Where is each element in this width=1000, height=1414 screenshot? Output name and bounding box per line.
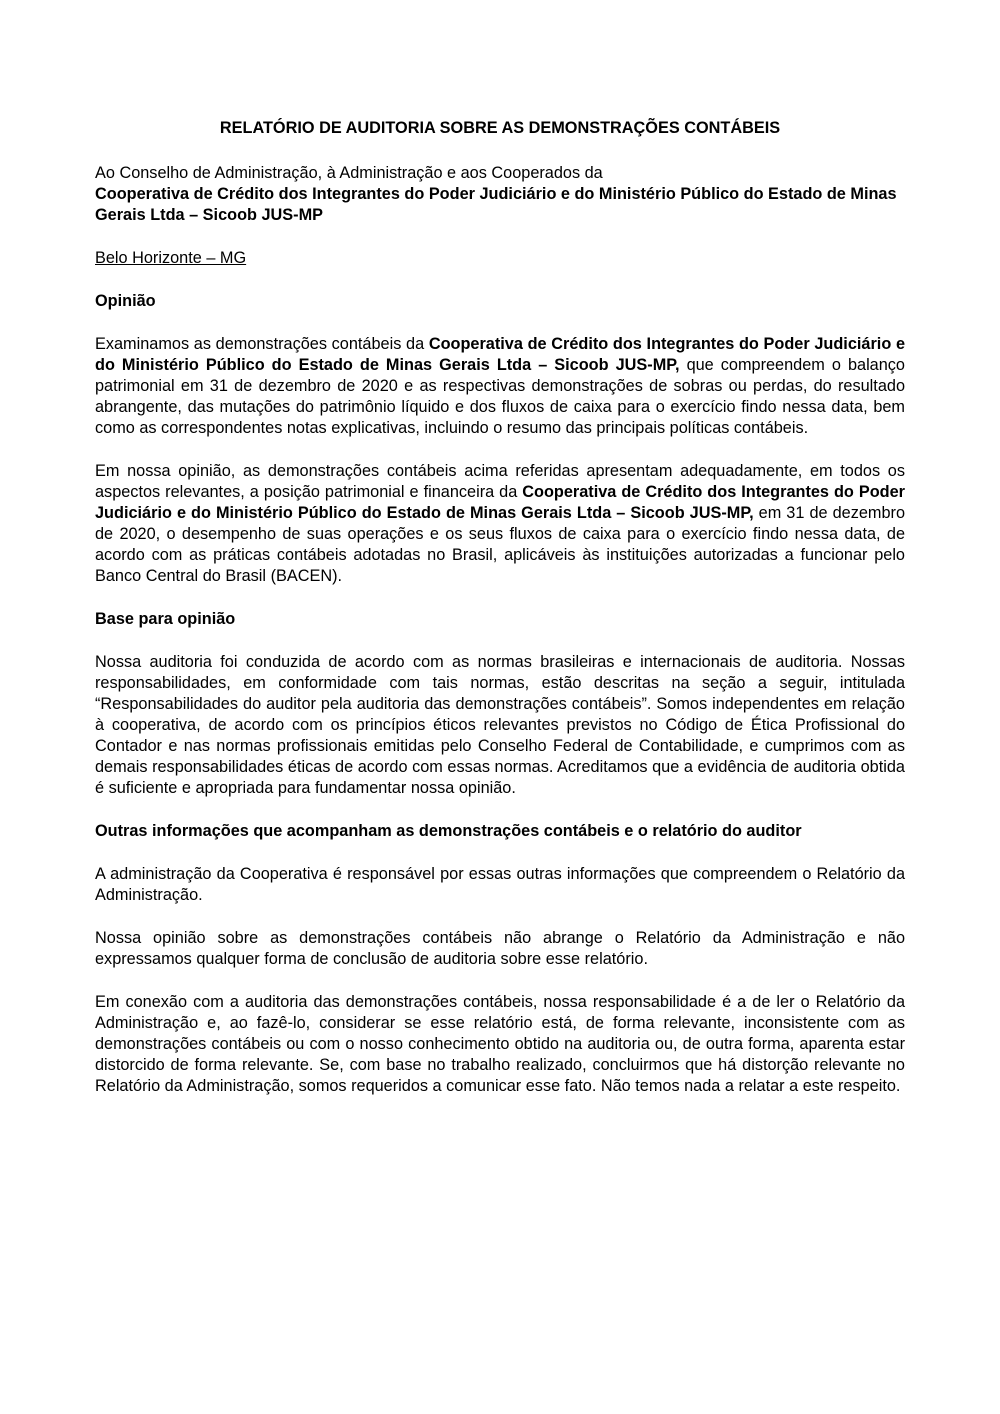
basis-paragraph: Nossa auditoria foi conduzida de acordo com as normas brasileiras e internacionais de auditoria. Nossas responsabilidades, em conformidade com tais normas, estão descritas na seção a seguir, intitulada “Responsabilidades do auditor pela auditoria das demonstrações contábeis”. Somos independentes em relação à cooperativa, de acordo com os princípios éticos relevantes previstos no Código de Ética Profissional do Contador e nas normas profissionais emitidas pelo Conselho Federal de Contabilidade, e cumprimos com as demais responsabilidades éticas de acordo com essas normas. Acreditamos que a evidência de auditoria obtida é suficiente e apropriada para fundamentar nossa opinião. bbox=[95, 653, 905, 797]
basis-heading: Base para opinião bbox=[95, 610, 236, 628]
report-title: RELATÓRIO DE AUDITORIA SOBRE AS DEMONSTRAÇÕES CONTÁBEIS bbox=[219, 119, 781, 137]
opinion-p1-text-a: Examinamos as demonstrações contábeis da bbox=[95, 335, 429, 353]
addressee-block bbox=[95, 163, 905, 226]
document-page bbox=[95, 118, 905, 1119]
addressee-line: Ao Conselho de Administração, à Administração e aos Cooperados da bbox=[95, 164, 603, 182]
city-line: Belo Horizonte – MG bbox=[95, 249, 247, 267]
opinion-p2-text-a: Em nossa opinião, as demonstrações contábeis acima referidas apresentam adequadamente, em todos os aspectos relevantes, a posição patrimonial e financeira da bbox=[95, 462, 905, 501]
opinion-p1-text-c: que compreendem o balanço patrimonial em 31 de dezembro de 2020 e as respectivas demonstrações de sobras ou perdas, do resultado abrangente, das mutações do patrimônio líquido e dos fluxos de caixa para o exercício findo nessa data, bem como as correspondentes notas explicativas, incluindo o resumo das principais políticas contábeis. bbox=[95, 356, 905, 437]
opinion-paragraph-2 bbox=[95, 461, 905, 587]
other-info-heading: Outras informações que acompanham as demonstrações contábeis e o relatório do auditor bbox=[95, 822, 802, 840]
other-info-paragraph-2: Nossa opinião sobre as demonstrações contábeis não abrange o Relatório da Administração e não expressamos qualquer forma de conclusão de auditoria sobre esse relatório. bbox=[95, 929, 905, 968]
other-info-paragraph-1: A administração da Cooperativa é responsável por essas outras informações que compreendem o Relatório da Administração. bbox=[95, 865, 905, 904]
addressee-entity: Cooperativa de Crédito dos Integrantes do Poder Judiciário e do Ministério Público do Estado de Minas Gerais Ltda – Sicoob JUS-MP bbox=[95, 185, 897, 224]
opinion-p1-entity: Cooperativa de Crédito dos Integrantes do Poder Judiciário e do Ministério Público do Estado de Minas Gerais Ltda – Sicoob JUS-MP, bbox=[95, 335, 905, 374]
opinion-heading: Opinião bbox=[95, 292, 156, 310]
opinion-p2-entity: Cooperativa de Crédito dos Integrantes do Poder Judiciário e do Ministério Público do Estado de Minas Gerais Ltda – Sicoob JUS-MP, bbox=[95, 483, 905, 522]
opinion-paragraph-1 bbox=[95, 334, 905, 439]
opinion-p2-text-c: em 31 de dezembro de 2020, o desempenho de suas operações e os seus fluxos de caixa para o exercício findo nessa data, de acordo com as práticas contábeis adotadas no Brasil, aplicáveis às instituições autorizadas a funcionar pelo Banco Central do Brasil (BACEN). bbox=[95, 504, 905, 585]
other-info-paragraph-3: Em conexão com a auditoria das demonstrações contábeis, nossa responsabilidade é a de ler o Relatório da Administração e, ao fazê-lo, considerar se esse relatório está, de forma relevante, inconsistente com as demonstrações contábeis ou com o nosso conhecimento obtido na auditoria ou, de outra forma, aparenta estar distorcido de forma relevante. Se, com base no trabalho realizado, concluirmos que há distorção relevante no Relatório da Administração, somos requeridos a comunicar esse fato. Não temos nada a relatar a este respeito. bbox=[95, 993, 905, 1095]
